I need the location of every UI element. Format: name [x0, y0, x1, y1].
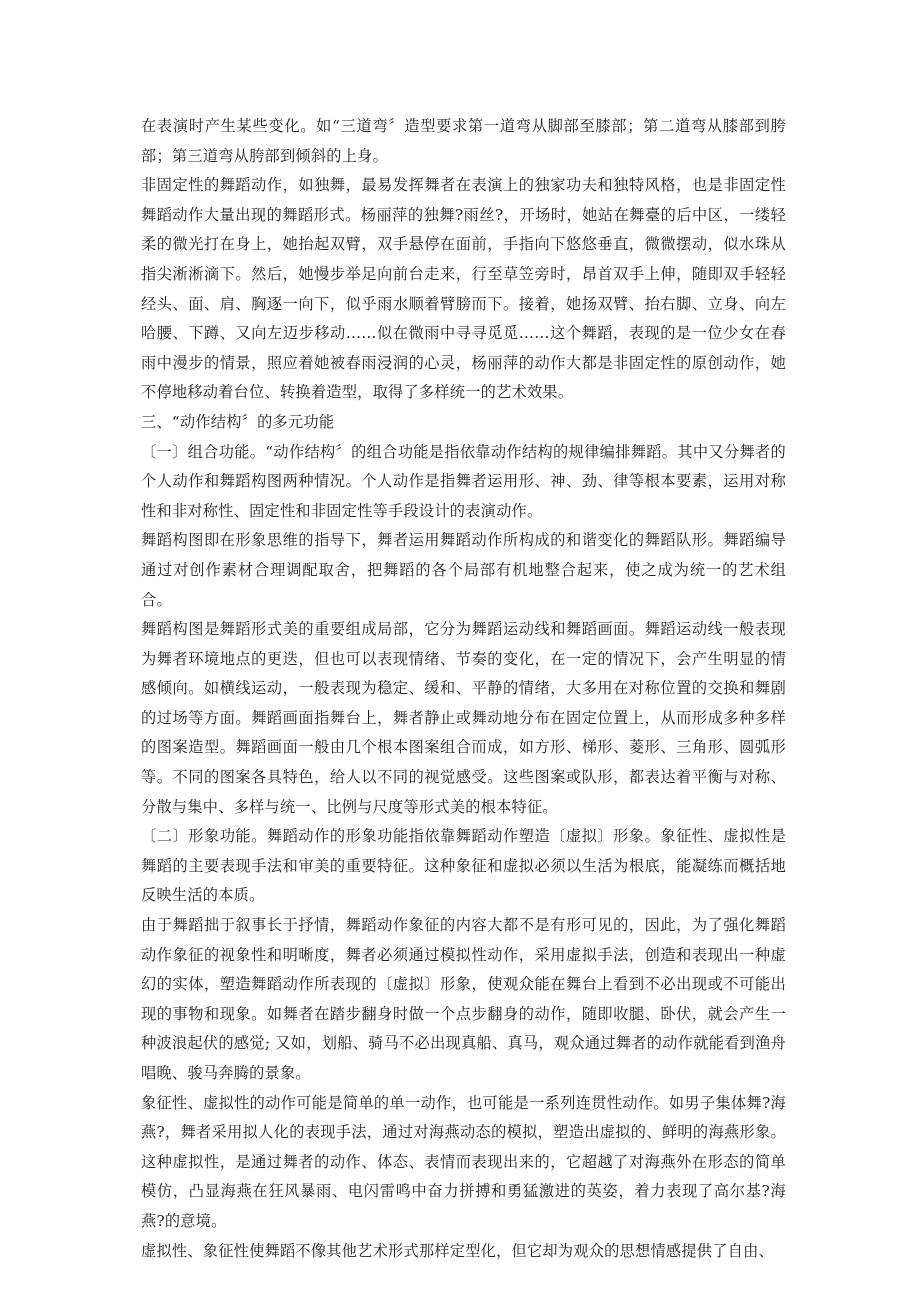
paragraph-non-fixed-movement: 非固定性的舞蹈动作，如独舞，最易发挥舞者在表演上的独家功夫和独特风格，也是非固定性舞蹈动作大量出现的舞蹈形式。杨丽萍的独舞?雨丝?，开场时，她站在舞臺的后中区，一缕轻柔的微光打在身上，她抬起双臂，双手悬停在面前，手指向下悠悠垂直，微微摆动，似水珠从指尖淅淅滴下。然后，她慢步举足向前台走来，行至草笠旁时，昂首双手上伸，随即双手轻轻经头、面、肩、胸逐一向下，似乎雨水顺着臂膀而下。接着，她扬双臂、抬右脚、立身、向左哈腰、下蹲、又向左迈步移动……似在微雨中寻寻觅觅……这个舞蹈，表现的是一位少女在春雨中漫步的情景，照应着她被春雨浸润的心灵，杨丽萍的动作大都是非固定性的原创动作，她不停地移动着台位、转换着造型，取得了多样统一的艺术效果。: [141, 176, 786, 402]
paragraph-symbolic-movement: 象征性、虚拟性的动作可能是简单的单一动作，也可能是一系列连贯性动作。如男子集体舞?海燕?，舞者采用拟人化的表现手法，通过对海燕动态的模拟，塑造出虚拟的、鲜明的海燕形象。这种虚拟性，是通过舞者的动作、体态、表情而表现出来的，它超越了对海燕外在形态的简单模仿，凸显海燕在狂风暴雨、电闪雷鸣中奋力拼搏和勇猛激进的英姿，着力表现了高尔基?海燕?的意境。: [141, 1093, 786, 1230]
paragraph-image-function: 〔二〕形象功能。舞蹈动作的形象功能指依靠舞蹈动作塑造〔虚拟〕形象。象征性、虚拟性是舞蹈的主要表现手法和审美的重要特征。这种象征和虚拟必须以生活为根底，能凝练而概括地反映生活的本质。: [141, 827, 786, 905]
paragraph-continuation: 在表演时产生某些变化。如“三道弯〞造型要求第一道弯从脚部至膝部；第二道弯从膝部到胯部；第三道弯从胯部到倾斜的上身。: [141, 117, 786, 165]
paragraph-composition-beauty: 舞蹈构图是舞蹈形式美的重要组成局部，它分为舞蹈运动线和舞蹈画面。舞蹈运动线一般表现为舞者环境地点的更迭，但也可以表现情绪、节奏的变化，在一定的情况下，会产生明显的情感倾向。如横线运动，一般表现为稳定、缓和、平静的情绪，大多用在对称位置的交换和舞剧的过场等方面。舞蹈画面指舞台上，舞者静止或舞动地分布在固定位置上，从而形成多种多样的图案造型。舞蹈画面一般由几个根本图案组合而成，如方形、梯形、菱形、三角形、圆弧形等。不同的图案各具特色，给人以不同的视觉感受。这些图案或队形，都表达着平衡与对称、分散与集中、多样与统一、比例与尺度等形式美的根本特征。: [141, 620, 786, 816]
paragraph-trailing: 虚拟性、象征性使舞蹈不像其他艺术形式那样定型化，但它却为观众的思想情感提供了自由、: [141, 1241, 774, 1260]
paragraph-dance-composition: 舞蹈构图即在形象思维的指导下，舞者运用舞蹈动作所构成的和谐变化的舞蹈队形。舞蹈编导通过对创作素材合理调配取舍，把舞蹈的各个局部有机地整合起来，使之成为统一的艺术组合。: [141, 531, 786, 609]
document-body: [141, 112, 786, 1266]
paragraph-virtual-image: 由于舞蹈拙于叙事长于抒情，舞蹈动作象征的内容大都不是有形可见的，因此，为了强化舞蹈动作象征的视象性和明晰度，舞者必须通过模拟性动作，采用虚拟手法，创造和表现出一种虚幻的实体，塑造舞蹈动作所表现的〔虚拟〕形象，使观众能在舞台上看到不必出现或不可能出现的事物和现象。如舞者在踏步翻身时做一个点步翻身的动作，随即收腿、卧伏，就会产生一种波浪起伏的感觉; 又如，划船、骑马不必出现真船、真马，观众通过舞者的动作就能看到渔舟唱晚、骏马奔腾的景象。: [141, 916, 786, 1082]
section-heading: 三、“动作结构〞的多元功能: [141, 412, 335, 431]
paragraph-combination-function: 〔一〕组合功能。“动作结构〞的组合功能是指依靠动作结构的规律编排舞蹈。其中又分舞者的个人动作和舞蹈构图两种情况。个人动作是指舞者运用形、神、劲、律等根本要素，运用对称性和非对称性、固定性和非固定性等手段设计的表演动作。: [141, 442, 786, 520]
